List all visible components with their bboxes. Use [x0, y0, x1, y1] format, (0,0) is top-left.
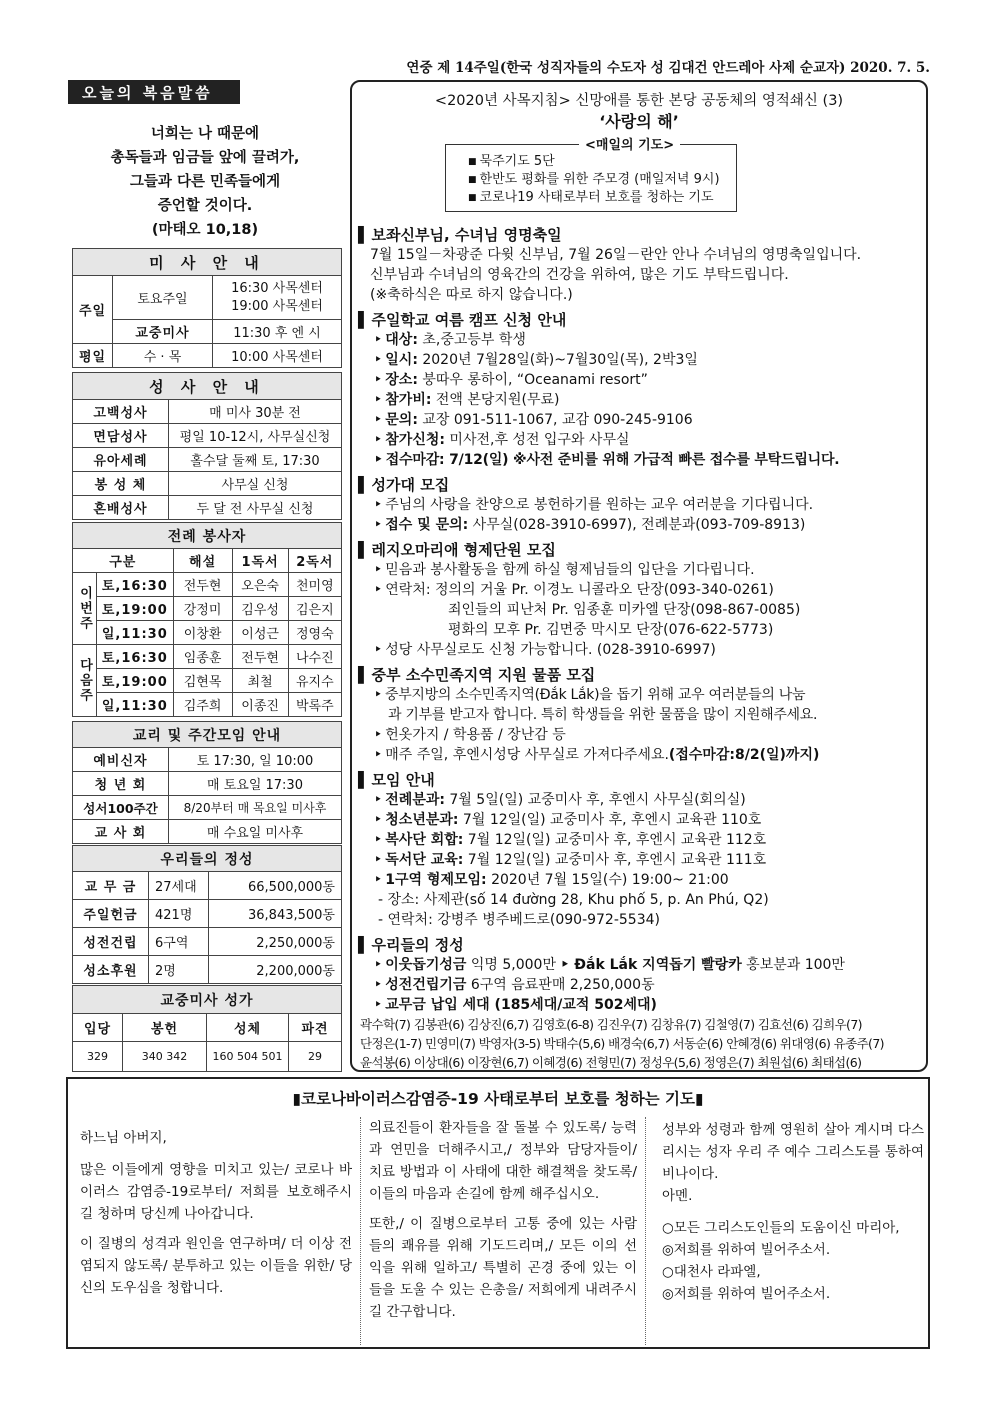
covid-prayer-column-2 [360, 1117, 646, 1345]
line-value: 익명 5,000만 [466, 957, 561, 973]
line-key: (접수마감:8/2(일)까지) [668, 747, 820, 763]
section-line: (※축하식은 따로 하지 않습니다.) [370, 287, 573, 303]
liturgy-cell: 이종진 [232, 693, 288, 717]
covid-prayer-paragraph: 성부와 성령과 함께 영원히 살아 계시며 다스리시는 성자 우리 주 예수 그리스도를 통하여 비나이다. [662, 1122, 924, 1182]
offering-amount: 66,500,000동 [209, 872, 342, 900]
section-heading: ▌ 성가대 모집 [358, 475, 928, 495]
line-key: 교무금 납입 세대 (185세대 [385, 997, 558, 1013]
section-line [358, 830, 928, 850]
daily-prayer-title: <매일의 기도> [579, 134, 680, 153]
line-value: /교적 502세대) [557, 997, 657, 1013]
donor-names: 윤석봉(6) 이상대(6) 이장현(6,7) 이혜경(6) 전형민(7) 정성우(5,6) 정영은(7) 최원섭(6) 최태섭(6) [360, 1055, 862, 1070]
pastoral-guideline-subtitle: ‘사랑의 해’ [599, 112, 679, 131]
meeting-name: 성서100주간 [73, 796, 169, 820]
covid-prayer-box [66, 1077, 930, 1349]
sacrament-info: 홀수달 둘째 토, 17:30 [169, 448, 342, 472]
line-key: 장소: [385, 372, 418, 388]
section-line: ‣ 연락처: 정의의 거울 Pr. 이경노 니콜라오 단장(093-340-0261) [358, 580, 928, 600]
section-line: ‣ 접수마감: 7/12(일) ※사전 준비를 위해 가급적 빠른 접수를 부탁드립니다. [358, 450, 928, 470]
sacrament-name: 면담성사 [73, 424, 169, 448]
covid-prayer-paragraph: 많은 이들에게 영향을 미치고 있는/ 코로나 바이러스 감염증-19로부터/ 저희를 보호해주시길 청하며 당신께 나아갑니다. [80, 1162, 352, 1222]
line-value: 7월 12일(일) 교중미사 후, 후엔시 교육관 110호 [458, 812, 762, 828]
liturgy-cell: 유지수 [288, 669, 341, 693]
offering-count: 27세대 [149, 872, 209, 900]
liturgy-cell: 이성근 [232, 621, 288, 645]
line-key: ‣ Đắk Lắk 지역돕기 빨랑카 [560, 957, 742, 973]
section-heading: ▌ 레지오마리애 형제단원 모집 [358, 540, 928, 560]
offering-table [72, 845, 342, 984]
meeting-info: 매 토요일 17:30 [169, 772, 342, 796]
donor-names: 곽수학(7) 김봉관(6) 김상진(6,7) 김영호(6-8) 김진우(7) 김창유(7) 김철영(7) 김효선(6) 김희우(7) [360, 1017, 862, 1032]
section-heading: ▌ 보좌신부님, 수녀님 영명축일 [358, 225, 928, 245]
mass-gyo-label: 교중미사 [113, 320, 213, 344]
line-key: 이웃돕기성금 [385, 957, 467, 973]
liturgy-col-header: 1독서 [232, 549, 288, 573]
mass-sat-label: 토요주일 [113, 276, 213, 320]
sacrament-info: 평일 10-12시, 사무실신청 [169, 424, 342, 448]
gospel-line: 그들과 다른 민족들에게 [129, 174, 281, 190]
line-value: 7월 12일(일) 교중미사 후, 후엔시 교육관 112호 [463, 832, 767, 848]
meeting-name: 청 년 회 [73, 772, 169, 796]
section-line [358, 410, 928, 430]
section-line [358, 810, 928, 830]
section-line: ‣ 주님의 사랑을 찬양으로 봉헌하기를 원하는 교우 여러분을 기다립니다. [358, 495, 928, 515]
section-line: 과 기부를 받고자 합니다. 특히 학생들을 위한 물품을 많이 지원해주세요. [388, 707, 818, 723]
liturgy-cell: 김은지 [288, 597, 341, 621]
line-value: 전액 본당지원(무료) [431, 392, 560, 408]
meeting-name: 교 사 회 [73, 820, 169, 844]
sacrament-name: 봉 성 체 [73, 472, 169, 496]
sacrament-info: 사무실 신청 [169, 472, 342, 496]
sacrament-name: 유아세례 [73, 448, 169, 472]
section-line [358, 430, 928, 450]
line-key: 문의: [385, 412, 418, 428]
hymn-col-header: 파견 [289, 1014, 342, 1042]
section-line: - 장소: 사제관(số 14 đường 28, Khu phố 5, p. An Phú, Q2) [378, 892, 769, 908]
section-line [358, 745, 928, 765]
hymn-col-header: 입당 [73, 1014, 123, 1042]
announcement-sections [358, 220, 928, 1072]
offering-count: 2명 [149, 956, 209, 984]
liturgy-cell: 오은숙 [232, 573, 288, 597]
mass-hymns-title: 교중미사 성가 [73, 986, 342, 1014]
offering-count: 421명 [149, 900, 209, 928]
section-line [358, 390, 928, 410]
meeting-info: 매 수요일 미사후 [169, 820, 342, 844]
liturgy-title: 전례 봉사자 [73, 523, 342, 549]
line-key: 대상: [385, 332, 418, 348]
mass-weekday-label: 평일 [73, 344, 113, 368]
litany-line: ◎저희를 위하여 빌어주소서. [662, 1242, 831, 1258]
section-line [358, 995, 928, 1015]
line-value: 2020년 7월 15일(수) 19:00~ 21:00 [486, 872, 729, 888]
hymn-number: 160 504 501 [207, 1042, 289, 1072]
gospel-reference: (마태오 10,18) [151, 222, 259, 238]
liturgy-cell: 박록주 [288, 693, 341, 717]
liturgy-col-header: 해설 [173, 549, 232, 573]
gospel-line: 너희는 나 때문에 [150, 126, 260, 142]
liturgy-col-header: 구분 [73, 549, 174, 573]
section-heading: ▌ 우리들의 정성 [358, 935, 928, 955]
section-heading: ▌ 모임 안내 [358, 770, 928, 790]
line-value: 미사전,후 성전 입구와 사무실 [444, 432, 630, 448]
line-value: 6구역 음료판매 2,250,000동 [466, 977, 655, 993]
section-line: - 연락처: 강병주 병주베드로(090-972-5534) [378, 912, 660, 928]
liturgy-cell: 김주희 [173, 693, 232, 717]
section-heading: ▌ 중부 소수민족지역 지원 물품 모집 [358, 665, 928, 685]
liturgy-cell: 김우성 [232, 597, 288, 621]
offering-amount: 2,200,000동 [209, 956, 342, 984]
mass-hymns-table [72, 985, 342, 1072]
covid-prayer-paragraph: 또한,/ 이 질병으로부터 고통 중에 있는 사람들의 쾌유를 위해 기도드리며,/ 모든 이의 선익을 위해 일하고/ 특별히 곤경 중에 있는 이들을 도울 수 있는 은총을/ 저희에게 내려주시길 간구합니다. [369, 1216, 637, 1320]
covid-prayer-paragraph: 하느님 아버지, [80, 1130, 167, 1146]
daily-prayer-item: ■ 코로나19 사태로부터 보호를 청하는 기도 [468, 189, 736, 207]
mass-sat-time-1: 16:30 사목센터 [231, 280, 323, 296]
offering-amount: 36,843,500동 [209, 900, 342, 928]
liturgy-cell: 임종훈 [173, 645, 232, 669]
offering-name: 주일헌금 [73, 900, 149, 928]
line-value: 매주 주일, 후엔시성당 사무실로 가져다주세요. [385, 747, 669, 763]
mass-sunday-label: 주일 [73, 276, 113, 344]
covid-prayer-paragraph: 이 질병의 성격과 원인을 연구하며/ 더 이상 전염되지 않도록/ 분투하고 있는 이들을 위한/ 당신의 도우심을 청합니다. [80, 1236, 352, 1296]
this-week-label: 이번주 [73, 573, 97, 645]
line-key: 성전건립기금 [385, 977, 467, 993]
line-key: 1구역 형제모임: [385, 872, 487, 888]
section-heading: ▌ 주일학교 여름 캠프 신청 안내 [358, 310, 928, 330]
meetings-title: 교리 및 주간모임 안내 [73, 722, 342, 748]
covid-prayer-paragraph: 아멘. [662, 1188, 693, 1204]
announcements-box [350, 80, 928, 1072]
offering-name: 성소후원 [73, 956, 149, 984]
hymn-col-header: 봉헌 [123, 1014, 207, 1042]
line-key: 청소년분과: [385, 812, 459, 828]
liturgy-cell: 나수진 [288, 645, 341, 669]
line-value: 7월 5일(일) 교중미사 후, 후엔시 사무실(회의실) [444, 792, 746, 808]
offering-name: 성전건립 [73, 928, 149, 956]
liturgy-time: 토,16:30 [97, 645, 174, 669]
bulletin-header: 연중 제 14주일(한국 성직자들의 수도자 성 김대건 안드레아 사제 순교자) 2020. 7. 5. [406, 60, 930, 76]
litany-line: ◎저희를 위하여 빌어주소서. [662, 1286, 831, 1302]
mass-sat-time-2: 19:00 사목센터 [231, 298, 323, 314]
line-key: 일시: [385, 352, 418, 368]
line-value: 사무실(028-3910-6997), 전례분과(093-709-8913) [468, 517, 806, 533]
sacrament-info: 두 달 전 사무실 신청 [169, 496, 342, 520]
line-value: 교장 091-511-1067, 교감 090-245-9106 [417, 412, 693, 428]
section-line: 7월 15일－차광준 다윗 신부님, 7월 26일－란안 안나 수녀님의 영명축일입니다. [370, 247, 862, 263]
covid-prayer-column-1 [80, 1119, 352, 1347]
liturgy-col-header: 2독서 [288, 549, 341, 573]
line-value: 초,중고등부 학생 [417, 332, 526, 348]
meetings-table [72, 721, 342, 844]
section-line: ‣ 헌옷가지 / 학용품 / 장난감 등 [358, 725, 928, 745]
hymn-number: 340 342 [123, 1042, 207, 1072]
litany-line: ○모든 그리스도인들의 도움이신 마리아, [662, 1220, 900, 1236]
sacraments-table [72, 372, 342, 520]
covid-prayer-column-3 [662, 1119, 924, 1347]
section-line [358, 370, 928, 390]
liturgy-table [72, 522, 342, 717]
hymn-number: 29 [289, 1042, 342, 1072]
daily-prayer-item: ■ 한반도 평화를 위한 주모경 (매일저녁 9시) [468, 171, 736, 189]
mass-weekday-days: 수 · 목 [113, 344, 213, 368]
section-line: 죄인들의 피난처 Pr. 임종훈 미카엘 단장(098-867-0085) [448, 602, 801, 618]
covid-prayer-title: ▮코로나바이러스감염증-19 사태로부터 보호를 청하는 기도▮ [292, 1090, 704, 1108]
offering-name: 교 무 금 [73, 872, 149, 900]
line-value: 2020년 7월28일(화)~7월30일(목), 2박3일 [417, 352, 698, 368]
section-line [358, 975, 928, 995]
line-key: 접수 및 문의: [385, 517, 469, 533]
liturgy-cell: 김현목 [173, 669, 232, 693]
section-line [358, 330, 928, 350]
line-key: 전례분과: [385, 792, 445, 808]
liturgy-cell: 이창환 [173, 621, 232, 645]
sacraments-title: 성 사 안 내 [73, 373, 342, 400]
liturgy-cell: 전두현 [232, 645, 288, 669]
offering-count: 6구역 [149, 928, 209, 956]
sacrament-name: 혼배성사 [73, 496, 169, 520]
next-week-label: 다음주 [73, 645, 97, 717]
liturgy-cell: 강정미 [173, 597, 232, 621]
gospel-title: 오늘의 복음말씀 [68, 80, 240, 104]
line-key: 참가비: [385, 392, 432, 408]
liturgy-cell: 정영숙 [288, 621, 341, 645]
gospel-text [70, 122, 340, 242]
section-line [358, 955, 928, 975]
daily-prayer-box [445, 144, 737, 212]
liturgy-cell: 전두현 [173, 573, 232, 597]
offering-title: 우리들의 정성 [73, 846, 342, 872]
mass-weekday-time: 10:00 사목센터 [213, 344, 342, 368]
liturgy-time: 토,19:00 [97, 669, 174, 693]
mass-sat-times [213, 276, 342, 320]
gospel-line: 총독들과 임금들 앞에 끌려가, [110, 150, 300, 166]
section-line: ‣ 믿음과 봉사활동을 함께 하실 형제님들의 입단을 기다립니다. [358, 560, 928, 580]
line-value: 붕따우 롱하이, “Oceanami resort” [417, 372, 648, 388]
section-line: ‣ 성당 사무실로도 신청 가능합니다. (028-3910-6997) [358, 640, 928, 660]
hymn-col-header: 성체 [207, 1014, 289, 1042]
mass-gyo-time: 11:30 후 엔 시 [213, 320, 342, 344]
liturgy-time: 일,11:30 [97, 693, 174, 717]
liturgy-time: 토,19:00 [97, 597, 174, 621]
section-line: 신부님과 수녀님의 영육간의 건강을 위하여, 많은 기도 부탁드립니다. [370, 267, 789, 283]
section-line [358, 350, 928, 370]
section-line: 평화의 모후 Pr. 김면중 막시모 단장(076-622-5773) [448, 622, 774, 638]
covid-prayer-paragraph: 의료진들이 환자들을 잘 돌볼 수 있도록/ 능력과 연민을 더해주시고,/ 정부와 담당자들이/ 치료 방법과 이 사태에 대한 해결책을 찾도록/ 이들의 마음과 손길에 함께 해주십시오. [369, 1120, 637, 1202]
donor-names: 단정은(1-7) 민영미(7) 박영자(3-5) 박태수(5,6) 배경숙(6,7) 서동순(6) 안혜경(6) 위대영(6) 유종주(7) [360, 1036, 884, 1051]
hymn-number: 329 [73, 1042, 123, 1072]
line-value: 7월 12일(일) 교중미사 후, 후엔시 교육관 111호 [463, 852, 767, 868]
mass-table [72, 248, 342, 368]
line-value: 홍보분과 100만 [741, 957, 845, 973]
daily-prayer-item: ■ 묵주기도 5단 [468, 153, 736, 171]
meeting-info: 8/20부터 매 목요일 미사후 [169, 796, 342, 820]
section-line [358, 850, 928, 870]
offering-amount: 2,250,000동 [209, 928, 342, 956]
liturgy-cell: 최철 [232, 669, 288, 693]
liturgy-time: 일,11:30 [97, 621, 174, 645]
litany-line: ○대천사 라파엘, [662, 1264, 761, 1280]
section-line [358, 870, 928, 890]
line-key: 복사단 회합: [385, 832, 464, 848]
section-line [358, 515, 928, 535]
sacrament-name: 고백성사 [73, 400, 169, 424]
section-line [358, 790, 928, 810]
section-line: ‣ 중부지방의 소수민족지역(Đắk Lắk)을 돕기 위해 교우 여러분들의 나눔 [358, 685, 928, 705]
gospel-line: 증언할 것이다. [157, 198, 253, 214]
meeting-info: 토 17:30, 일 10:00 [169, 748, 342, 772]
sacrament-info: 매 미사 30분 전 [169, 400, 342, 424]
line-key: 참가신청: [385, 432, 445, 448]
liturgy-cell: 천미영 [288, 573, 341, 597]
liturgy-time: 토,16:30 [97, 573, 174, 597]
meeting-name: 예비신자 [73, 748, 169, 772]
pastoral-guideline-title: <2020년 사목지침> 신망애를 통한 본당 공동체의 영적쇄신 (3) [434, 93, 844, 109]
mass-title: 미 사 안 내 [73, 249, 342, 276]
line-key: 독서단 교육: [385, 852, 464, 868]
